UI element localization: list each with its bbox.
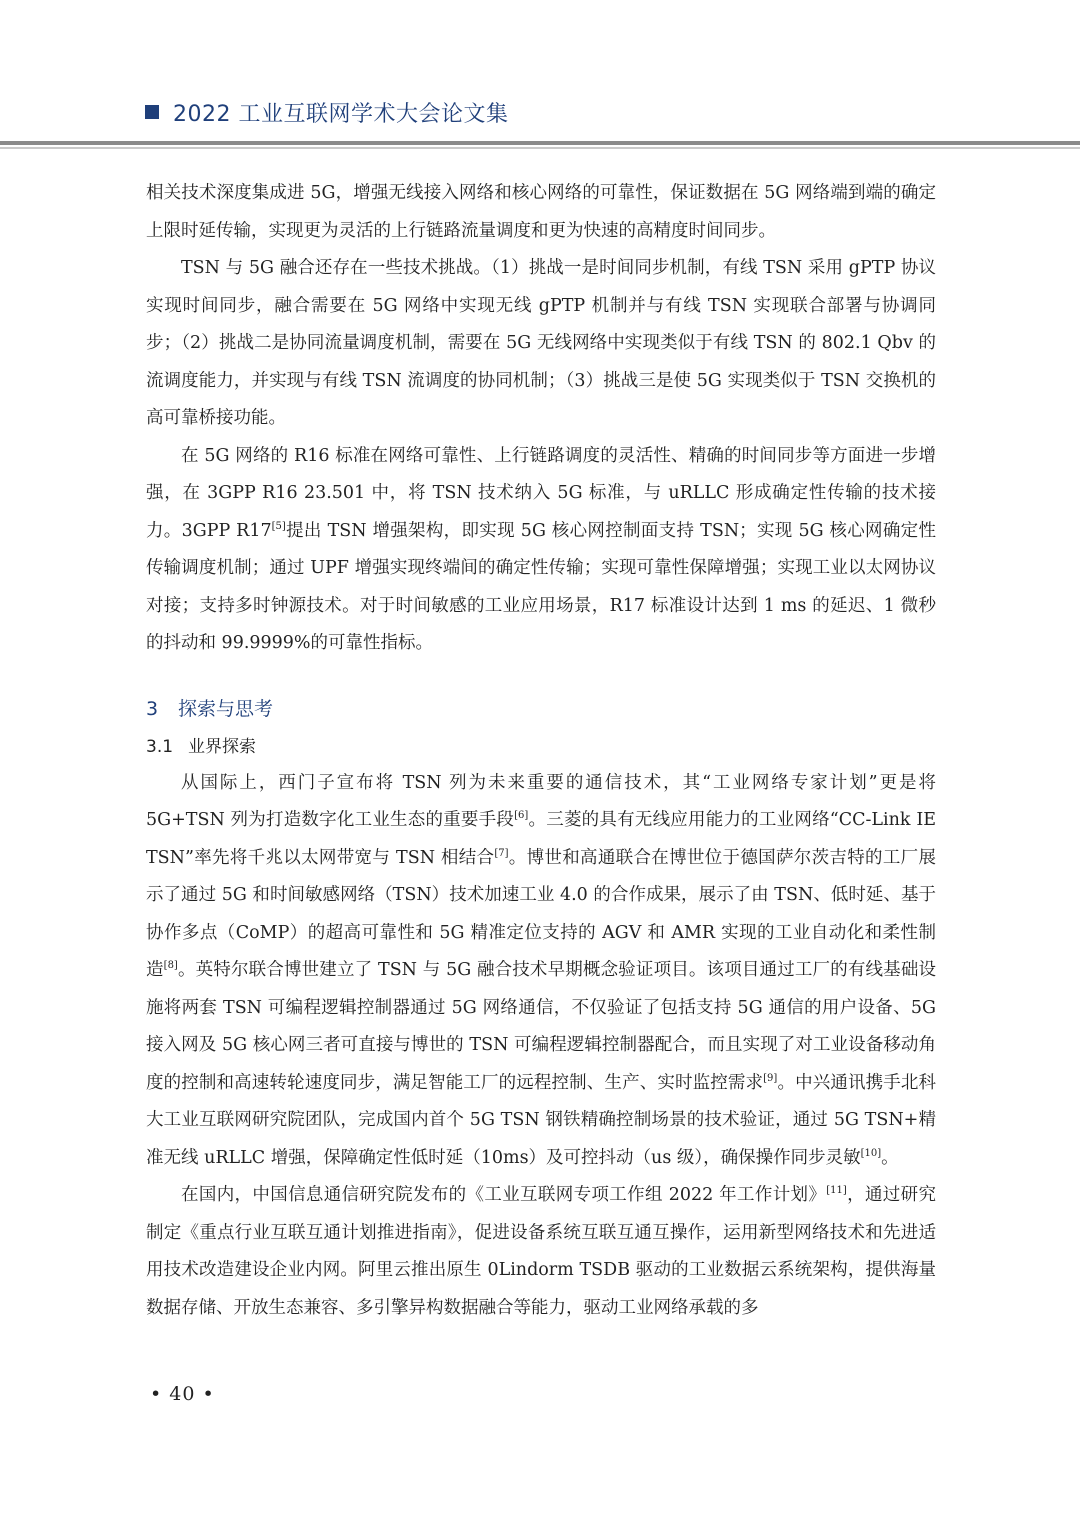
paragraph-3-text-b: 提出 TSN 增强架构，即实现 5G 核心网控制面支持 TSN；实现 5G 核心网确定性传输调度机制；通过 UPF 增强实现终端间的确定性传输；实现可靠性保障增强；实现工业以太网协议对接；支持多时钟源技术。对于时间敏感的工业应用场景，R17 标准设计达到 1 ms 的延迟、1 微秒的抖动和 99.9999%的可靠性指标。 (146, 520, 936, 653)
section-number: 3 (146, 697, 159, 720)
citation-7: [7] (494, 847, 509, 859)
paragraph-4-text-e: 。中兴通讯携手北科大工业互联网研究院团队，完成国内首个 5G TSN 钢铁精确控制场景的技术验证，通过 5G TSN+精准无线 uRLLC 增强，保障确定性低时延（10ms）及可控抖动（us 级），确保操作同步灵敏 (146, 1072, 937, 1168)
citation-10: [10] (860, 1147, 882, 1159)
paragraph-3-text-a: 在 5G 网络的 R16 标准在网络可靠性、上行链路调度的灵活性、精确的时间同步等方面进一步增强，在 3GPP R16 23.501 中，将 TSN 技术纳入 5G 标准，与 uRLLC 形成确定性传输的技术接力。3GPP R17 (146, 445, 936, 541)
paragraph-4-text-a: 从国际上，西门子宣布将 TSN 列为未来重要的通信技术，其“工业网络专家计划”更是将 5G+TSN 列为打造数字化工业生态的重要手段 (146, 772, 936, 830)
section-heading-3 (146, 689, 936, 729)
paragraph-4-text-f: 。 (881, 1147, 899, 1168)
paragraph-3 (146, 438, 936, 663)
header-rule-thin (0, 147, 1080, 149)
paragraph-2: TSN 与 5G 融合还存在一些技术挑战。（1）挑战一是时间同步机制，有线 TSN 采用 gPTP 协议实现时间同步，融合需要在 5G 网络中实现无线 gPTP 机制并与有线 TSN 实现联合部署与协调同步；（2）挑战二是协同流量调度机制，需要在 5G 无线网络中实现类似于有线 TSN 的 802.1 Qbv 的流调度能力，并实现与有线 TSN 流调度的协同机制；（3）挑战三是使 5G 实现类似于 TSN 交换机的高可靠桥接功能。 (146, 258, 936, 428)
subsection-number: 3.1 (146, 736, 174, 757)
section-title: 探索与思考 (178, 697, 274, 720)
paragraph-4-text-d: 。英特尔联合博世建立了 TSN 与 5G 融合技术早期概念验证项目。该项目通过工厂的有线基础设施将两套 TSN 可编程逻辑控制器通过 5G 网络通信，不仅验证了包括支持 5G 通信的用户设备、5G 接入网及 5G 核心网三者可直接与博世的 TSN 可编程逻辑控制器配合，而且实现了对工业设备移动角度的控制和高速转轮速度同步，满足智能工厂的远程控制、生产、实时监控需求 (146, 960, 937, 1093)
paragraph-5-text-b: ，通过研究制定《重点行业互联互通计划推进指南》，促进设备系统互联互通互操作，运用新型网络技术和先进适用技术改造建设企业内网。阿里云推出原生 0Lindorm TSDB 驱动的工业数据云系统架构，提供海量数据存储、开放生态兼容、多引擎异构数据融合等能力，驱动工业网络承载的多 (146, 1185, 936, 1318)
paragraph-1: 相关技术深度集成进 5G，增强无线接入网络和核心网络的可靠性，保证数据在 5G 网络端到端的确定上限时延传输，实现更为灵活的上行链路流量调度和更为快速的高精度时间同步。 (146, 183, 936, 241)
citation-5: [5] (271, 520, 286, 532)
page-body (146, 175, 936, 1327)
paragraph-5-text-a: 在国内，中国信息通信研究院发布的《工业互联网专项工作组 2022 年工作计划》 (181, 1185, 827, 1205)
citation-6: [6] (514, 810, 529, 822)
paragraph-4-text-b: 。三菱的具有无线应用能力的工业网络“CC-Link IE TSN”率先将千兆以太网带宽与 TSN 相结合 (146, 810, 937, 868)
citation-8: [8] (163, 960, 178, 972)
paragraph-4 (146, 765, 936, 1178)
header-title: 2022 工业互联网学术大会论文集 (173, 101, 509, 127)
citation-9: [9] (763, 1072, 778, 1084)
header-rule (0, 141, 1080, 145)
subsection-heading-3-1 (146, 729, 936, 765)
running-header (145, 92, 508, 132)
paragraph-4-text-c: 。博世和高通联合在博世位于德国萨尔茨吉特的工厂展示了通过 5G 和时间敏感网络（TSN）技术加速工业 4.0 的合作成果，展示了由 TSN、低时延、基于协作多点（CoMP）的超高可靠性和 5G 精准定位支持的 AGV 和 AMR 实现的工业自动化和柔性制造 (146, 847, 936, 980)
page-number: • 40 • (150, 1383, 215, 1405)
subsection-title: 业界探索 (188, 736, 256, 757)
header-square-icon (145, 105, 159, 119)
citation-11: [11] (826, 1185, 847, 1197)
paragraph-5 (146, 1177, 936, 1327)
